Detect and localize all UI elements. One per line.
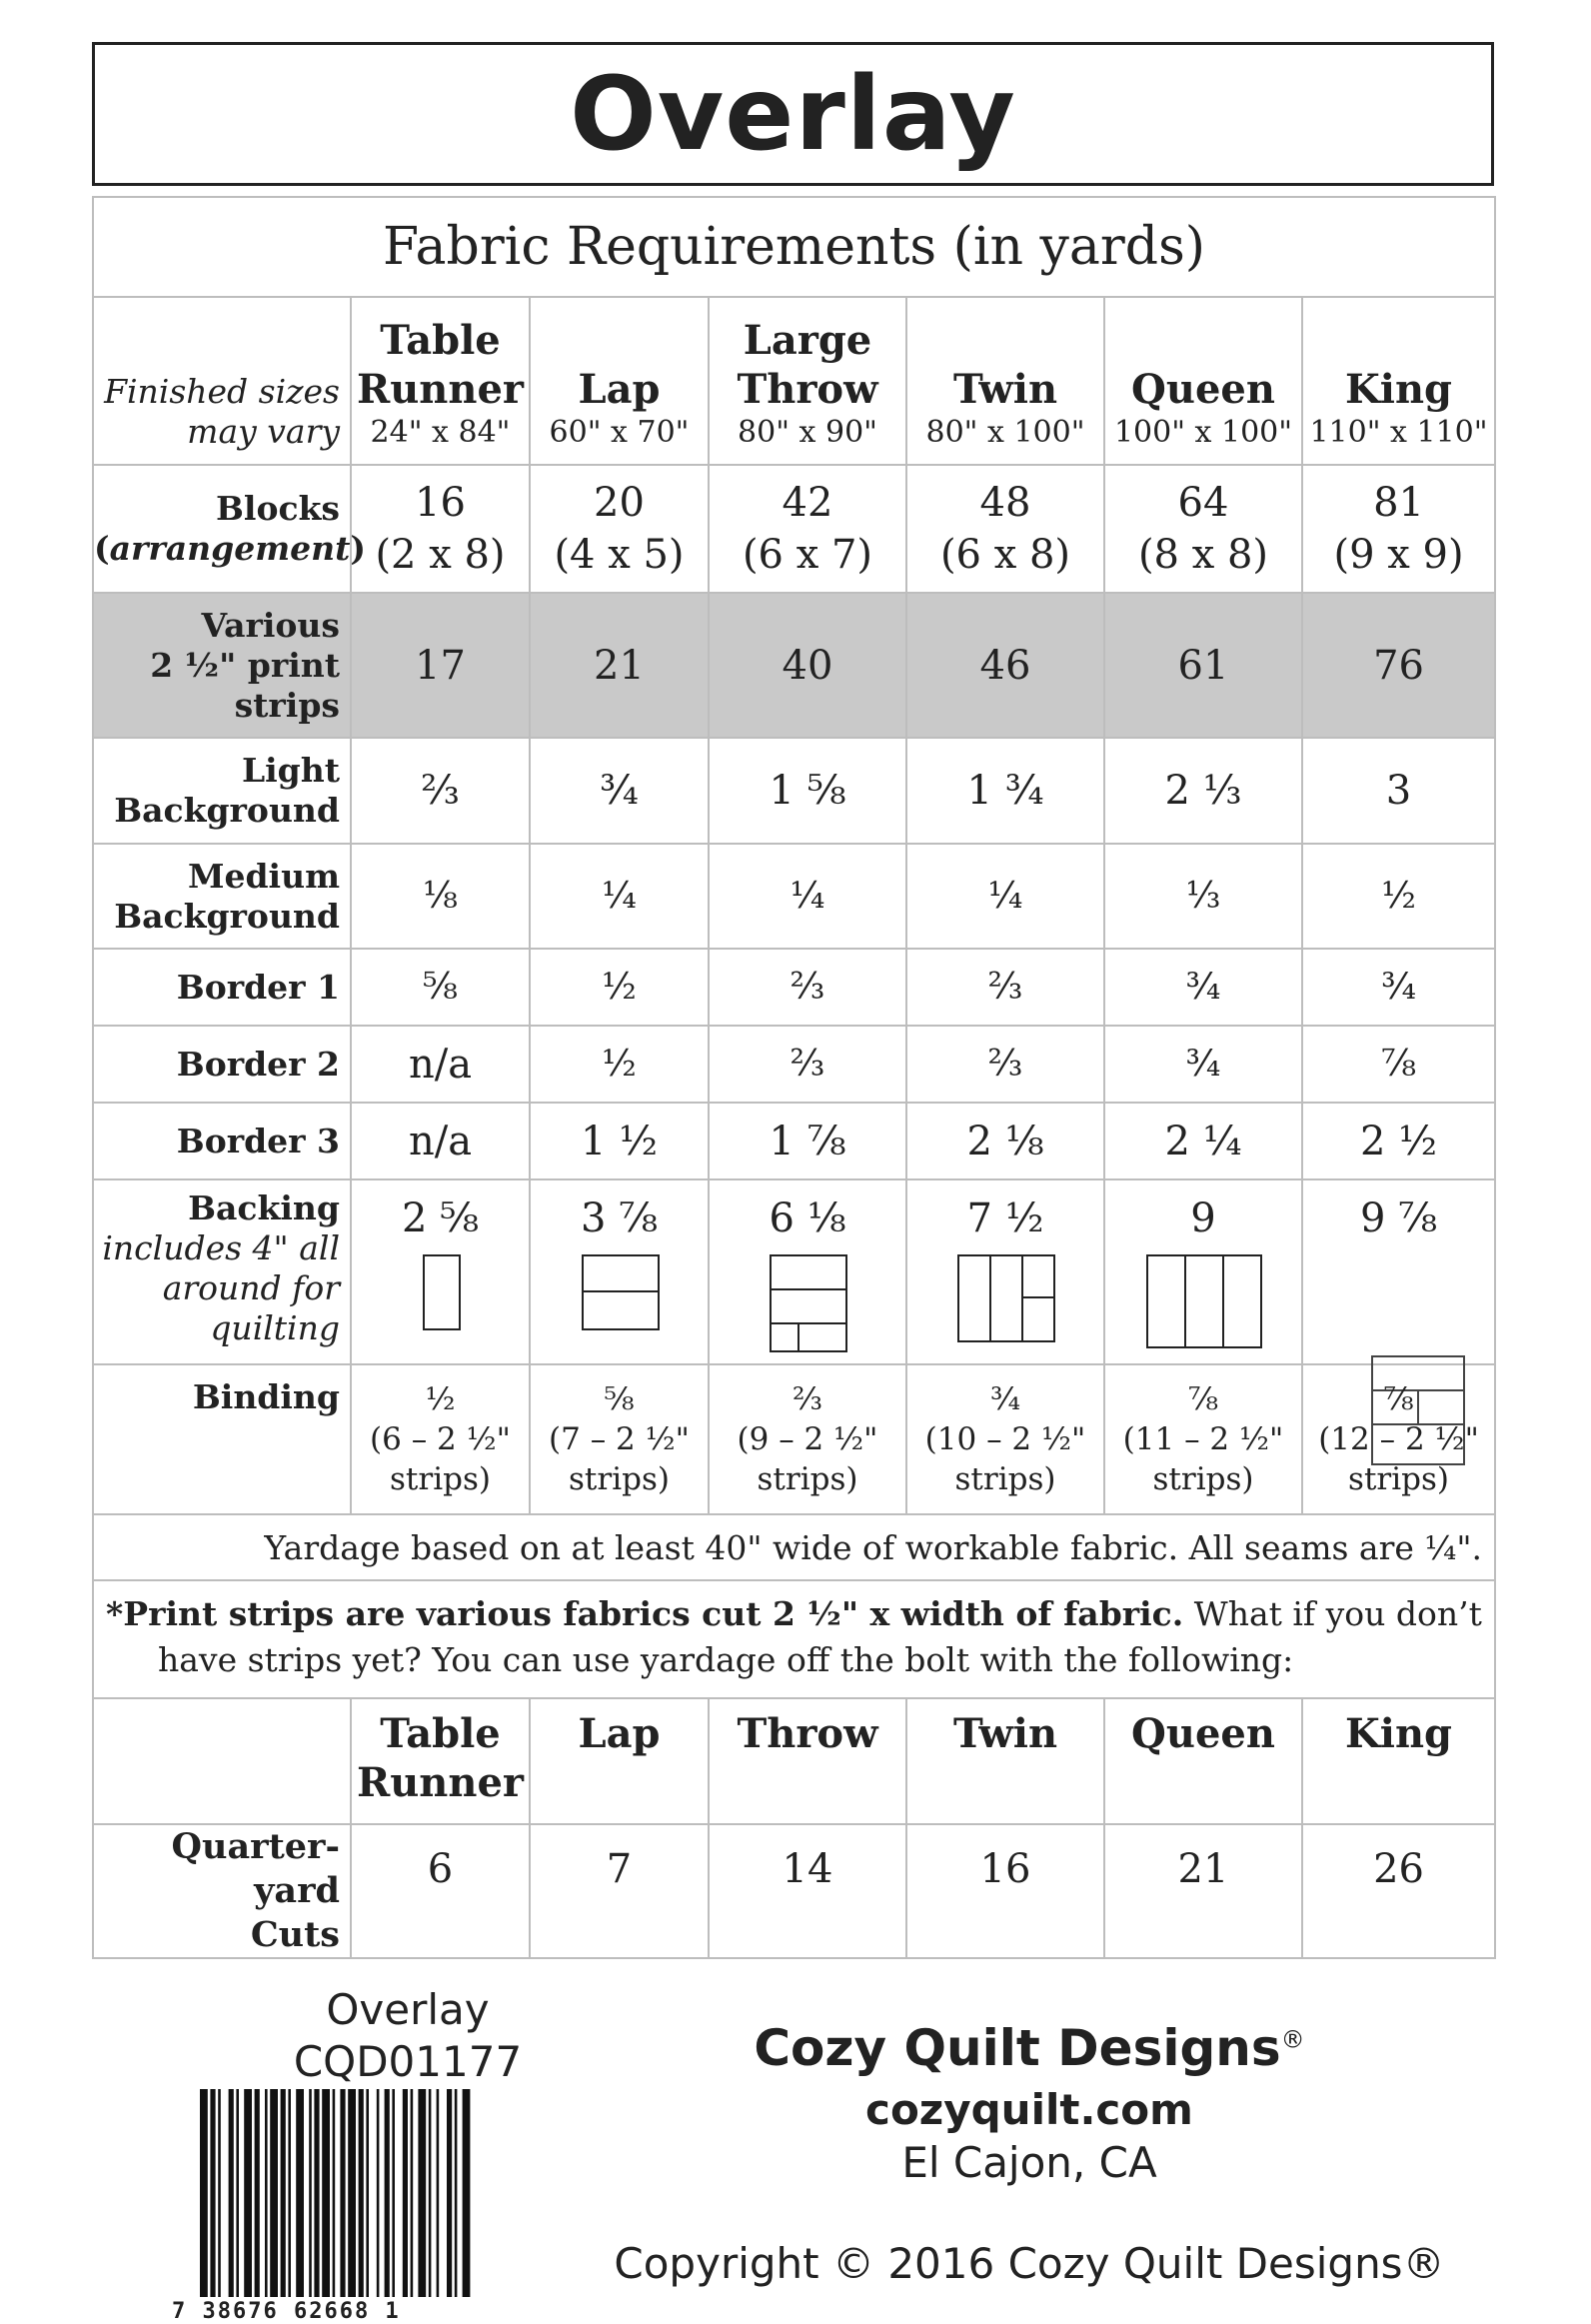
table-cell: 81 (9 x 9) xyxy=(1302,465,1495,593)
table-cell: ¼ xyxy=(906,844,1104,949)
backing-diagram-icon xyxy=(423,1254,459,1328)
website: cozyquilt.com xyxy=(865,2085,1193,2134)
table-cell: ⅔ xyxy=(906,949,1104,1026)
table-cell: ⅝ xyxy=(351,949,530,1026)
table-cell: ¼ xyxy=(530,844,709,949)
table-cell: ⅔ xyxy=(709,949,906,1026)
backing-row xyxy=(93,1179,1495,1364)
size-header: Throw xyxy=(709,1698,906,1824)
product-info xyxy=(198,1984,618,2088)
row-label: Blocks (arrangement) xyxy=(93,465,351,593)
table-cell: ⅔ xyxy=(906,1026,1104,1103)
table-cell: 42 (6 x 7) xyxy=(709,465,906,593)
strips-note-row xyxy=(93,1580,1495,1698)
table-cell: 9 ⅞ xyxy=(1302,1179,1495,1364)
table-cell: 16 (2 x 8) xyxy=(351,465,530,593)
table-heading: Fabric Requirements (in yards) xyxy=(93,197,1495,297)
table-cell: 40 xyxy=(709,593,906,738)
publisher-info xyxy=(600,2019,1459,2187)
table-cell: ⅛ xyxy=(351,844,530,949)
table-cell: ⅓ xyxy=(1104,844,1302,949)
table-cell: ⅝ (7 – 2 ½" strips) xyxy=(530,1364,709,1514)
fabric-requirements-table xyxy=(92,196,1496,1959)
yardage-note: Yardage based on at least 40" wide of workable fabric. All seams are ¼". xyxy=(93,1514,1495,1580)
table-cell: 1 ¾ xyxy=(906,738,1104,844)
table-cell: ⅔ (9 – 2 ½" strips) xyxy=(709,1364,906,1514)
table-cell: 20 (4 x 5) xyxy=(530,465,709,593)
yardage-note-row xyxy=(93,1514,1495,1580)
table-cell: ½ xyxy=(530,949,709,1026)
row-label: Border 3 xyxy=(93,1103,351,1179)
size-header: Table Runner 24" x 84" xyxy=(351,297,530,465)
table-cell: ¾ (10 – 2 ½" strips) xyxy=(906,1364,1104,1514)
row-label: Various 2 ½" print strips xyxy=(93,593,351,738)
table-cell: 21 xyxy=(1104,1824,1302,1958)
pattern-name: Overlay xyxy=(326,1985,490,2034)
table-cell: ¾ xyxy=(530,738,709,844)
table-cell: ¾ xyxy=(1104,1026,1302,1103)
backing-diagram-icon xyxy=(1146,1254,1260,1346)
medium-background-row xyxy=(93,844,1495,949)
row-label: Backing includes 4" all around for quilting xyxy=(93,1179,351,1364)
table-cell: 26 xyxy=(1302,1824,1495,1958)
brand-name: Cozy Quilt Designs® xyxy=(754,2019,1305,2077)
table-cell: n/a xyxy=(351,1103,530,1179)
table-cell: ⅔ xyxy=(351,738,530,844)
table-cell: 2 ⅝ xyxy=(351,1179,530,1364)
table-cell: 21 xyxy=(530,593,709,738)
table-cell: 7 ½ xyxy=(906,1179,1104,1364)
table-cell: 61 xyxy=(1104,593,1302,738)
row-label: Binding xyxy=(93,1364,351,1514)
backing-diagram-icon xyxy=(770,1254,845,1350)
table-cell: 2 ⅓ xyxy=(1104,738,1302,844)
title-box xyxy=(92,42,1494,186)
row-label: Light Background xyxy=(93,738,351,844)
table-cell: n/a xyxy=(351,1026,530,1103)
size-header: Lap xyxy=(530,1698,709,1824)
table-cell: 64 (8 x 8) xyxy=(1104,465,1302,593)
table-cell: 14 xyxy=(709,1824,906,1958)
barcode-digits: 7 38676 62668 1 xyxy=(172,2299,401,2324)
light-background-row xyxy=(93,738,1495,844)
empty-cell xyxy=(93,1698,351,1824)
table-cell: 1 ⅝ xyxy=(709,738,906,844)
table-cell: ⅔ xyxy=(709,1026,906,1103)
copyright: Copyright © 2016 Cozy Quilt Designs® xyxy=(614,2239,1445,2288)
table-cell: 7 xyxy=(530,1824,709,1958)
size-header: Twin xyxy=(906,1698,1104,1824)
table-cell: 16 xyxy=(906,1824,1104,1958)
table-cell: 3 ⅞ xyxy=(530,1179,709,1364)
table-cell: ⅞ (12 – 2 ½" strips) xyxy=(1302,1364,1495,1514)
table-cell: 6 ⅛ xyxy=(709,1179,906,1364)
table-cell: 1 ⅞ xyxy=(709,1103,906,1179)
table-cell: 1 ½ xyxy=(530,1103,709,1179)
row-label: Border 1 xyxy=(93,949,351,1026)
size-header: Queen xyxy=(1104,1698,1302,1824)
table-cell: 76 xyxy=(1302,593,1495,738)
border1-row xyxy=(93,949,1495,1026)
table-cell: ½ xyxy=(530,1026,709,1103)
table-cell: 2 ⅛ xyxy=(906,1103,1104,1179)
blocks-row xyxy=(93,465,1495,593)
backing-diagram-icon xyxy=(957,1254,1053,1340)
table-cell: 2 ¼ xyxy=(1104,1103,1302,1179)
table-cell: ½ xyxy=(1302,844,1495,949)
backing-diagram-icon xyxy=(582,1254,658,1328)
product-sku: CQD01177 xyxy=(293,2037,523,2086)
table-cell: ⅞ xyxy=(1302,1026,1495,1103)
finished-sizes-note: Finished sizes may vary xyxy=(93,297,351,465)
page-title: Overlay xyxy=(570,54,1016,174)
quarter-yard-header-row xyxy=(93,1698,1495,1824)
size-header: Queen 100" x 100" xyxy=(1104,297,1302,465)
table-cell: 6 xyxy=(351,1824,530,1958)
table-cell: 9 xyxy=(1104,1179,1302,1364)
size-header: Twin 80" x 100" xyxy=(906,297,1104,465)
border3-row xyxy=(93,1103,1495,1179)
table-cell: ¾ xyxy=(1104,949,1302,1026)
table-cell: 17 xyxy=(351,593,530,738)
table-cell: 48 (6 x 8) xyxy=(906,465,1104,593)
size-header-row xyxy=(93,297,1495,465)
row-label: Border 2 xyxy=(93,1026,351,1103)
table-cell: 46 xyxy=(906,593,1104,738)
strips-note: *Print strips are various fabrics cut 2 ½" x width of fabric. What if you don’t have strips yet? You can use yardage off the bolt with the following: xyxy=(93,1580,1495,1698)
table-cell: 2 ½ xyxy=(1302,1103,1495,1179)
barcode-icon xyxy=(196,2089,536,2304)
table-cell: 3 xyxy=(1302,738,1495,844)
table-cell: ½ (6 – 2 ½" strips) xyxy=(351,1364,530,1514)
size-header: Table Runner xyxy=(351,1698,530,1824)
table-cell: ¾ xyxy=(1302,949,1495,1026)
quarter-yard-row xyxy=(93,1824,1495,1958)
row-label: Quarter-yard Cuts xyxy=(93,1824,351,1958)
size-header: Lap 60" x 70" xyxy=(530,297,709,465)
border2-row xyxy=(93,1026,1495,1103)
size-header: Large Throw 80" x 90" xyxy=(709,297,906,465)
size-header: King 110" x 110" xyxy=(1302,297,1495,465)
binding-row xyxy=(93,1364,1495,1514)
row-label: Medium Background xyxy=(93,844,351,949)
print-strips-row xyxy=(93,593,1495,738)
location: El Cajon, CA xyxy=(901,2138,1157,2187)
table-cell: ¼ xyxy=(709,844,906,949)
table-cell: ⅞ (11 – 2 ½" strips) xyxy=(1104,1364,1302,1514)
size-header: King xyxy=(1302,1698,1495,1824)
